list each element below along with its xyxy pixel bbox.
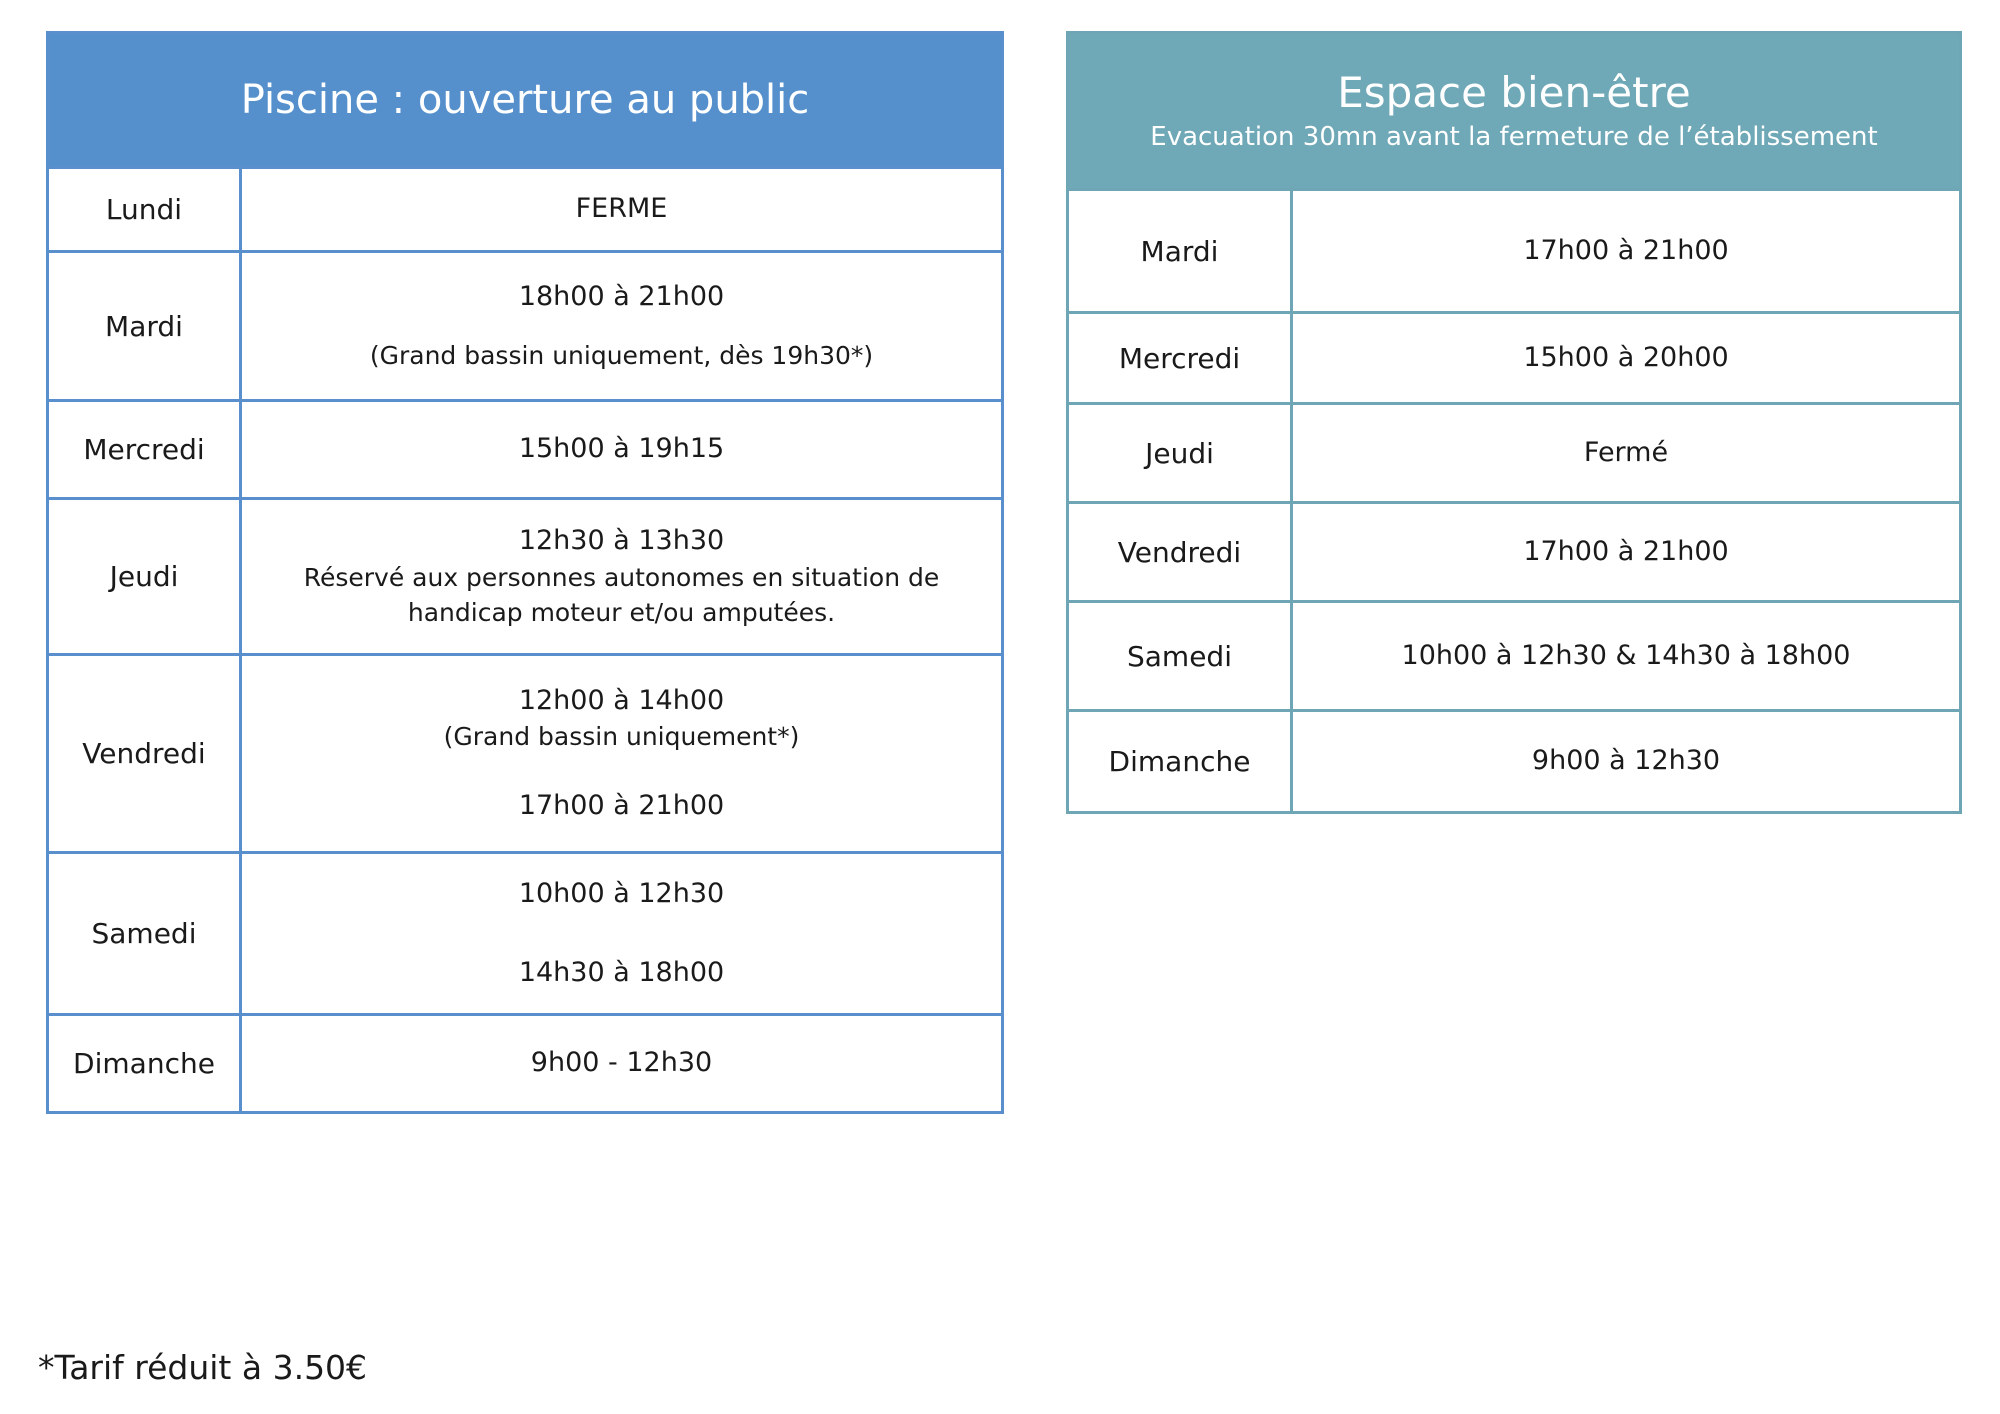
wellness-table-subtitle: Evacuation 30mn avant la fermeture de l’établissement [1150, 122, 1878, 153]
hours-jeudi-line1: 12h30 à 13h30 [518, 525, 725, 557]
hours-mardi-note: (Grand bassin uniquement, dès 19h30*) [369, 340, 874, 370]
footnote-reduced-price: *Tarif réduit à 3.50€ [38, 1348, 368, 1387]
wellness-table-title: Espace bien-être [1337, 67, 1691, 117]
hours-mercredi: 15h00 à 19h15 [241, 401, 1003, 499]
table-row [1068, 404, 1961, 503]
hours-jeudi [241, 499, 1003, 655]
day-vendredi: Vendredi [48, 655, 241, 853]
wellness-day-mardi: Mardi [1068, 190, 1292, 313]
table-row [48, 655, 1003, 853]
hours-lundi: FERME [241, 168, 1003, 252]
hours-vendredi [241, 655, 1003, 853]
pool-table-title: Piscine : ouverture au public [48, 33, 1003, 168]
wellness-hours-samedi: 10h00 à 12h30 & 14h30 à 18h00 [1292, 602, 1961, 711]
wellness-day-jeudi: Jeudi [1068, 404, 1292, 503]
table-row [1068, 313, 1961, 404]
wellness-hours-jeudi: Fermé [1292, 404, 1961, 503]
wellness-day-vendredi: Vendredi [1068, 503, 1292, 602]
wellness-hours-mercredi: 15h00 à 20h00 [1292, 313, 1961, 404]
table-row [48, 499, 1003, 655]
table-row [1068, 711, 1961, 813]
hours-mardi [241, 252, 1003, 401]
wellness-day-dimanche: Dimanche [1068, 711, 1292, 813]
day-dimanche: Dimanche [48, 1015, 241, 1113]
wellness-schedule-table [1066, 31, 1962, 814]
hours-dimanche: 9h00 - 12h30 [241, 1015, 1003, 1113]
day-jeudi: Jeudi [48, 499, 241, 655]
day-mercredi: Mercredi [48, 401, 241, 499]
hours-vendredi-line1: 12h00 à 14h00 [518, 684, 725, 716]
pool-schedule-table [46, 31, 1004, 1114]
wellness-hours-vendredi: 17h00 à 21h00 [1292, 503, 1961, 602]
table-row [1068, 602, 1961, 711]
table-row [1068, 503, 1961, 602]
hours-samedi [241, 853, 1003, 1015]
wellness-day-samedi: Samedi [1068, 602, 1292, 711]
hours-jeudi-note1: Réservé aux personnes autonomes en situation de [303, 562, 940, 592]
table-row [48, 853, 1003, 1015]
table-row [1068, 190, 1961, 313]
day-mardi: Mardi [48, 252, 241, 401]
table-row [48, 252, 1003, 401]
day-lundi: Lundi [48, 168, 241, 252]
table-row [48, 168, 1003, 252]
wellness-day-mercredi: Mercredi [1068, 313, 1292, 404]
table-row [48, 1015, 1003, 1113]
hours-vendredi-note: (Grand bassin uniquement*) [443, 722, 800, 751]
wellness-hours-dimanche: 9h00 à 12h30 [1292, 711, 1961, 813]
day-samedi: Samedi [48, 853, 241, 1015]
hours-jeudi-note2: handicap moteur et/ou amputées. [407, 597, 836, 627]
hours-vendredi-line2: 17h00 à 21h00 [518, 790, 725, 821]
hours-samedi-line1: 10h00 à 12h30 [518, 878, 725, 910]
hours-samedi-line2: 14h30 à 18h00 [518, 956, 725, 988]
table-row [48, 401, 1003, 499]
wellness-hours-mardi: 17h00 à 21h00 [1292, 190, 1961, 313]
hours-mardi-line1: 18h00 à 21h00 [518, 281, 725, 313]
wellness-table-header [1068, 33, 1961, 190]
